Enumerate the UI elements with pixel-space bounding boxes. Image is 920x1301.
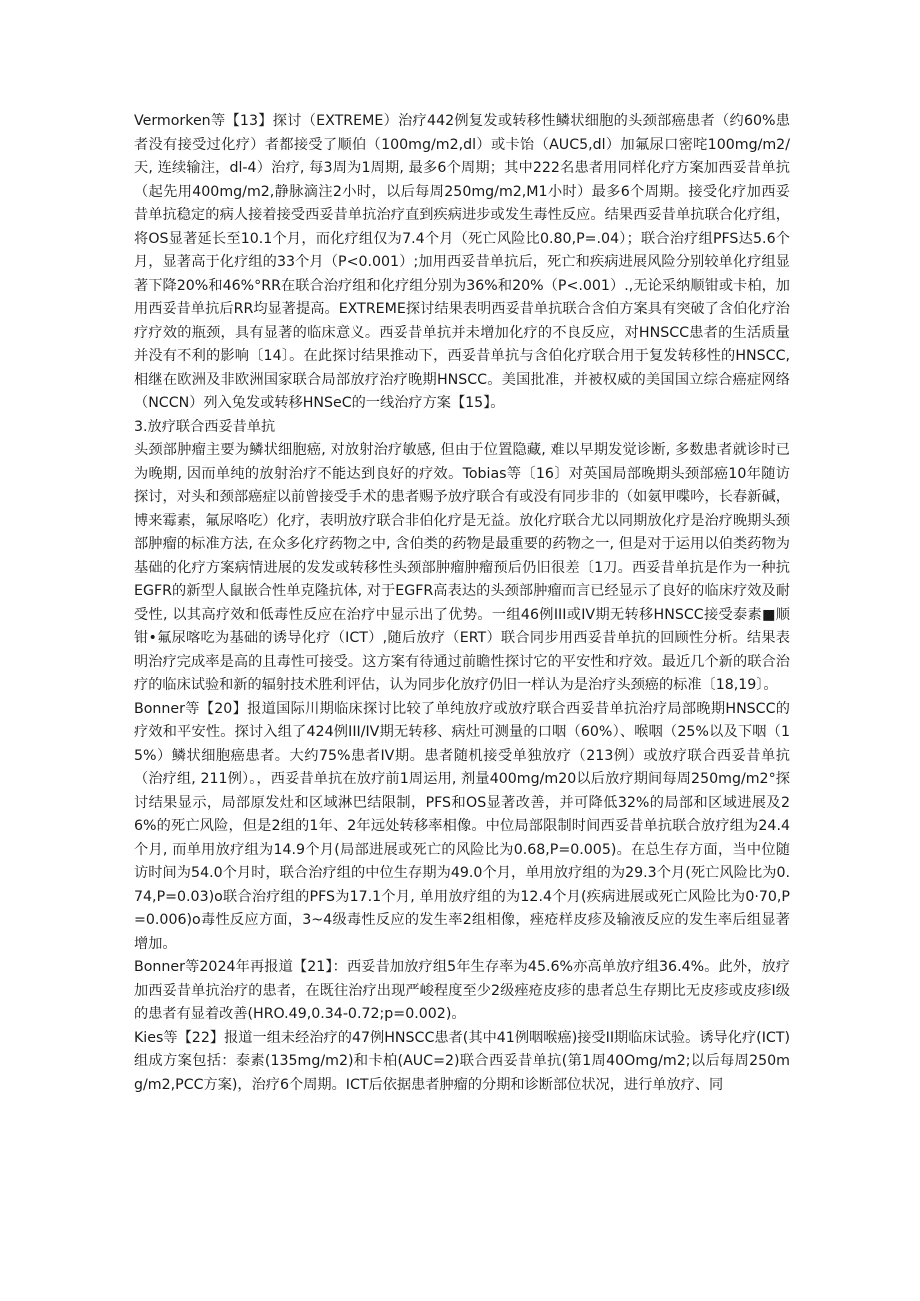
paragraph-radiotherapy-intro: 头颈部肿瘤主要为鳞状细胞癌, 对放射治疗敏感, 但由于位置隐藏, 难以早期发觉诊断, 多数患者就诊时已为晚期, 因而单纯的放射治疗不能达到良好的疗效。Tobias等〔16〕对英国局部晚期头颈部癌10年随访探讨，对头和颈部癌症以前曾接受手术的患者赐予放疗联合有或没有同步非的（如氨甲喋吟，长春新碱，博来霉素，氟尿咯吃）化疗，表明放疗联合非伯化疗是无益。放化疗联合尤以同期放化疗是治疗晚期头颈部肿瘤的标准方法, 在众多化疗药物之中, 含伯类的药物是最重要的药物之一, 但是对于运用以伯类药物为基础的化疗方案病情进展的发发或转移性头颈部肿瘤肿瘤预后仍旧很差〔1刀。西妥昔单抗是作为一种抗EGFR的新型人鼠嵌合性单克隆抗体, 对于EGFR高表达的头颈部肿瘤而言已经显示了良好的临床疗效及耐受性, 以其高疗效和低毒性反应在治疗中显示出了优势。一组46例III或IV期无转移HNSCC接受泰素■顺钳•氟尿喀吃为基础的诱导化疗（ICT）,随后放疗（ERT）联合同步用西妥昔单抗的回顾性分析。结果表明治疗完成率是高的且毒性可接受。这方案有待通过前瞻性探讨它的平安性和疗效。最近几个新的联合治疗的临床试验和新的辐射技术胜利评估，认为同步化放疗仍旧一样认为是治疗头颈癌的标准〔18,19〕。 [134, 442, 790, 693]
paragraph-extreme-trial: Vermorken等【13】探讨（EXTREME）治疗442例复发或转移性鳞状细胞的头颈部癌患者（约60%患者没有接受过化疗）者都接受了顺伯（100mg/m2,dl）或卡饴（AUC5,dl）加氟尿口密咤100mg/m2/天, 连续输注，dl-4）治疗, 每3周为1周期, 最多6个周期；其中222名患者用同样化疗方案加西妥昔单抗（起先用400mg/m2,静脉滴注2小时，以后每周250mg/m2,M1小时）最多6个周期。接受化疗加西妥昔单抗稳定的病人接着接受西妥昔单抗治疗直到疾病进步或发生毒性反应。结果西妥昔单抗联合化疗组，将OS显著延长至10.1个月，而化疗组仅为7.4个月（死亡风险比0.80,P=.04）；联合治疗组PFS达5.6个月，显著高于化疗组的33个月（P<0.001）;加用西妥昔单抗后，死亡和疾病进展风险分别较单化疗组显著下降20%和46%°RR在联合治疗组和化疗组分别为36%和20%（P<.001）.,无论采纳顺钳或卡柏，加用西妥昔单抗后RR均显著提高。EXTREME探讨结果表明西妥昔单抗联合含伯方案具有突破了含伯化疗治疗疗效的瓶颈，具有显著的临床意义。西妥昔单抗并未增加化疗的不良反应，对HNSCC患者的生活质量并没有不利的影响〔14〕。在此探讨结果推动下，西妥昔单抗与含伯化疗联合用于复发转移性的HNSCC, 相继在欧洲及非欧洲国家联合局部放疗治疗晚期HNSCC。美国批准，并被权威的美国国立综合癌症网络（NCCN）列入兔发或转移HNSeC的一线治疗方案【15】。 [134, 113, 790, 411]
paragraph-kies-trial: Kies等【22】报道一组未经治疗的47例HNSCC患者(其中41例咽喉癌)接受II期临床试验。诱导化疗(ICT)组成方案包括：泰素(135mg/m2)和卡柏(AUC=2)联合西妥昔单抗(第1周40Omg/m2;以后每周250mg/m2,PCC方案)，治疗6个周期。ICT后依据患者肿瘤的分期和诊断部位状况，进行单放疗、同 [134, 1029, 790, 1093]
paragraph-bonner-trial: Bonner等【20】报道国际川期临床探讨比较了单纯放疗或放疗联合西妥昔单抗治疗局部晚期HNSCC的疗效和平安性。探讨入组了424例III/IV期无转移、病灶可测量的口咽（60%）、喉咽（25%以及下咽（15%）鳞状细胞癌患者。大约75%患者IV期。患者随机接受单独放疗（213例）或放疗联合西妥昔单抗（治疗组, 211例）。，西妥昔单抗在放疗前1周运用, 剂量400mg/m20以后放疗期间每周250mg/m2°探讨结果显示，局部原发灶和区域淋巴结限制，PFS和OS显著改善，并可降低32%的局部和区域进展及26%的死亡风险，但是2组的1年、2年远处转移率相像。中位局部限制时间西妥昔单抗联合放疗组为24.4个月, 而单用放疗组为14.9个月(局部进展或死亡的风险比为0.68,P=0.005)。在总生存方面，当中位随访时间为54.0个月时，联合治疗组的中位生存期为49.0个月，单用放疗组的为29.3个月(死亡风险比为0.74,P=0.03)o联合治疗组的PFS为17.1个月, 单用放疗组的为12.4个月(疾病进展或死亡风险比为0·70,P=0.006)o毒性反应方面，3~4级毒性反应的发生率2组相像，痤疮样皮疹及输液反应的发生率后组显著增加。 [134, 700, 790, 952]
document-page [134, 110, 790, 1097]
paragraph-bonner-followup: Bonner等2024年再报道【21】：西妥昔加放疗组5年生存率为45.6%亦高单放疗组36.4%。此外，放疗加西妥昔单抗治疗的患者，在既往治疗出现严峻程度至少2级痤疮皮疹的患者总生存期比无皮疹或皮疹I级的患者有显着改善(HRO.49,0.34-0.72;p=0.002)。 [134, 959, 790, 1022]
section-heading-radiotherapy: 3.放疗联合西妥昔单抗 [134, 418, 276, 435]
